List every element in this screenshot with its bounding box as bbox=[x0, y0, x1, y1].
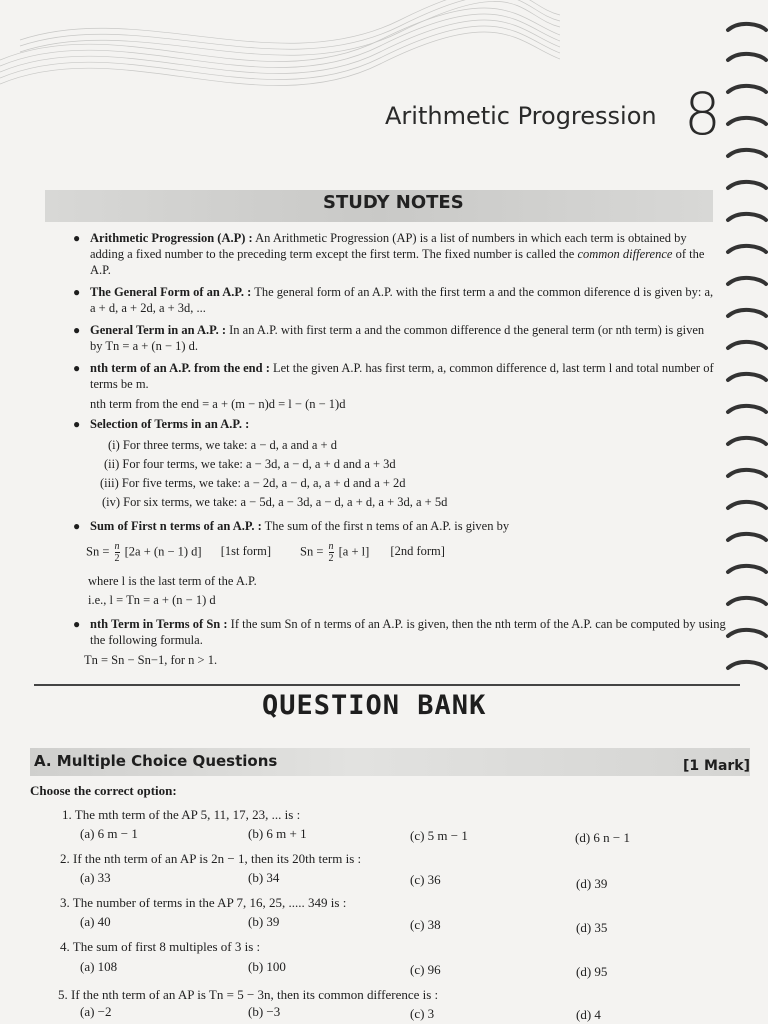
formula-fraction bbox=[115, 541, 120, 564]
fraction-denominator: 2 bbox=[328, 553, 334, 564]
note-text: The general form of an A.P. with the first term a and the common diference d is given by: a, a + d, a + 2d, a + 3d, ... bbox=[90, 285, 714, 315]
note-sum bbox=[73, 518, 716, 534]
option-a: (a) 33 bbox=[80, 870, 111, 885]
note-selection-heading bbox=[73, 416, 716, 432]
note-text: If the sum Sn of n terms of an A.P. is given, then the nth term of the A.P. can be computed by using the following formula. bbox=[90, 617, 726, 647]
mcq-section-title: A. Multiple Choice Questions bbox=[34, 752, 278, 770]
bullet-icon: ● bbox=[73, 519, 81, 533]
option-c: (c) 3 bbox=[410, 1006, 435, 1021]
note-term: nth Term in Terms of Sn : bbox=[90, 617, 228, 631]
note-nth-from-end bbox=[73, 360, 716, 392]
note-emphasis: common difference bbox=[577, 247, 673, 261]
note-term: General Term in an A.P. : bbox=[90, 323, 227, 337]
sum-formula-2 bbox=[300, 541, 445, 564]
formula-tag: [1st form] bbox=[220, 544, 272, 559]
option-c: (c) 36 bbox=[410, 872, 441, 887]
question-4: 4. The sum of first 8 multiples of 3 is : bbox=[60, 939, 261, 954]
note-text: The sum of the first n tems of an A.P. is given by bbox=[264, 519, 510, 533]
option-c: (c) 5 m − 1 bbox=[410, 828, 468, 843]
note-nth-from-sum bbox=[73, 616, 736, 648]
bullet-icon: ● bbox=[73, 285, 81, 299]
bullet-icon: ● bbox=[73, 231, 81, 245]
option-b: (b) −3 bbox=[248, 1004, 281, 1019]
selection-item: (iv) For six terms, we take: a − 5d, a − 3d, a − d, a + d, a + 3d, a + 5d bbox=[102, 495, 448, 509]
decorative-wave-lines bbox=[0, 0, 560, 110]
note-ap-definition bbox=[73, 230, 716, 278]
option-a: (a) −2 bbox=[80, 1004, 112, 1019]
note-term: Sum of First n terms of an A.P. : bbox=[90, 519, 262, 533]
formula-fraction bbox=[329, 541, 334, 564]
nth-from-sum-formula: Tn = Sn − Sn−1, for n > 1. bbox=[84, 653, 218, 667]
question-5: 5. If the nth term of an AP is Tn = 5 − 3n, then its common difference is : bbox=[58, 987, 439, 1002]
mcq-marks-badge: [1 Mark] bbox=[683, 758, 751, 774]
question-3: 3. The number of terms in the AP 7, 16, 25, ..... 349 is : bbox=[60, 895, 347, 910]
option-b: (b) 39 bbox=[248, 914, 280, 929]
bullet-icon: ● bbox=[73, 417, 81, 431]
formula-lhs: Sn = bbox=[300, 544, 324, 559]
option-c: (c) 96 bbox=[410, 962, 441, 977]
option-a: (a) 40 bbox=[80, 914, 111, 929]
sum-where: where l is the last term of the A.P. bbox=[88, 574, 257, 588]
chapter-number: 8 bbox=[684, 80, 721, 148]
fraction-numerator: n bbox=[114, 541, 120, 552]
option-b: (b) 100 bbox=[248, 959, 286, 974]
question-2: 2. If the nth term of an AP is 2n − 1, then its 20th term is : bbox=[60, 851, 362, 866]
option-d: (d) 6 n − 1 bbox=[575, 830, 630, 845]
fraction-denominator: 2 bbox=[114, 553, 120, 564]
note-general-form bbox=[73, 284, 716, 316]
option-d: (d) 95 bbox=[576, 964, 608, 979]
bullet-icon: ● bbox=[73, 361, 81, 375]
formula-rhs: [2a + (n − 1) d] bbox=[124, 544, 202, 559]
option-a: (a) 108 bbox=[80, 959, 118, 974]
selection-item: (i) For three terms, we take: a − d, a and a + d bbox=[108, 438, 337, 452]
section-divider bbox=[34, 684, 740, 686]
formula-tag: [2nd form] bbox=[390, 544, 445, 559]
formula-lhs: Sn = bbox=[86, 544, 110, 559]
note-text-end: of the A.P. bbox=[90, 247, 705, 277]
bullet-icon: ● bbox=[73, 617, 81, 631]
nth-from-end-formula: nth term from the end = a + (m − n)d = l − (n − 1)d bbox=[90, 397, 346, 411]
note-term: Selection of Terms in an A.P. : bbox=[90, 417, 250, 431]
fraction-numerator: n bbox=[328, 541, 334, 552]
chapter-title: Arithmetic Progression bbox=[385, 102, 657, 130]
study-notes-heading: STUDY NOTES bbox=[323, 192, 464, 213]
note-term: Arithmetic Progression (A.P) : bbox=[90, 231, 253, 245]
option-c: (c) 38 bbox=[410, 917, 441, 932]
note-term: nth term of an A.P. from the end : bbox=[90, 361, 270, 375]
selection-item: (iii) For five terms, we take: a − 2d, a − d, a, a + d and a + 2d bbox=[100, 476, 406, 490]
formula-rhs: [a + l] bbox=[338, 544, 370, 559]
note-text: In an A.P. with first term a and the common difference d the general term (or nth term) is given by Tn = a + (n − 1) d. bbox=[90, 323, 705, 353]
note-general-term bbox=[73, 322, 716, 354]
option-b: (b) 34 bbox=[248, 870, 280, 885]
note-text: Let the given A.P. has first term, a, common difference d, last term l and total number of terms be m. bbox=[90, 361, 714, 391]
selection-item: (ii) For four terms, we take: a − 3d, a − d, a + d and a + 3d bbox=[104, 457, 396, 471]
option-a: (a) 6 m − 1 bbox=[80, 826, 138, 841]
option-d: (d) 39 bbox=[576, 876, 608, 891]
note-term: The General Form of an A.P. : bbox=[90, 285, 252, 299]
sum-ie: i.e., l = Tn = a + (n − 1) d bbox=[88, 593, 216, 607]
note-text: An Arithmetic Progression (AP) is a list of numbers in which each term is obtained by adding a fixed number to the preceding term except the first term. The fixed number is called the bbox=[90, 231, 687, 261]
bullet-icon: ● bbox=[73, 323, 81, 337]
question-bank-heading: QUESTION BANK bbox=[262, 690, 487, 721]
option-d: (d) 35 bbox=[576, 920, 608, 935]
sum-formula-1 bbox=[86, 541, 271, 564]
question-1: 1. The mth term of the AP 5, 11, 17, 23, ... is : bbox=[62, 807, 301, 822]
option-b: (b) 6 m + 1 bbox=[248, 826, 307, 841]
spiral-binding bbox=[720, 0, 768, 1024]
option-d: (d) 4 bbox=[576, 1007, 601, 1022]
mcq-instruction: Choose the correct option: bbox=[30, 783, 177, 798]
